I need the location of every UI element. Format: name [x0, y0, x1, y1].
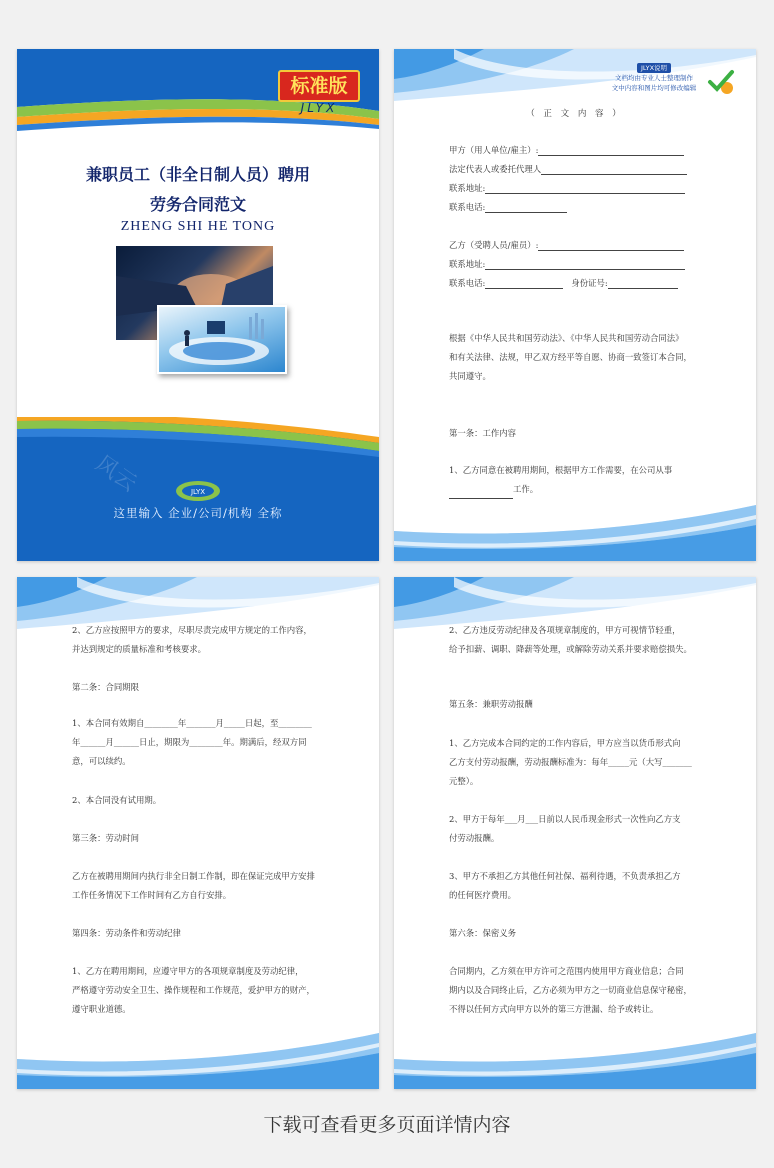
address-b-field	[449, 258, 685, 270]
article-4-text	[72, 962, 332, 1019]
blank-line	[485, 203, 567, 213]
legal-rep-label: 法定代表人或委托代理人	[449, 164, 542, 174]
jlyx-logo-icon	[174, 477, 222, 505]
article-6-text	[449, 962, 709, 1019]
text-line: 期内以及合同终止后，乙方必须为甲方之一切商业信息保守秘密，	[449, 985, 692, 995]
phone-b-field	[449, 277, 678, 289]
article-5-heading: 第五条：兼职劳动报酬	[449, 699, 533, 709]
text-line: 意，可以续约。	[72, 756, 131, 766]
text-line: 2、甲方于每年___月___日前以人民币现金形式一次性向乙方支	[449, 814, 681, 824]
article-1-line1: 1、乙方同意在被聘用期间，根据甲方工作需要，在公司从事	[449, 465, 673, 475]
phone-a-label: 联系电话:	[449, 202, 486, 212]
article-4-continued	[449, 621, 709, 659]
id-number-label: 身份证号:	[571, 278, 608, 288]
text-line: 3、甲方不承担乙方其他任何社保、福利待遇，不负责承担乙方	[449, 871, 681, 881]
article-5-text-1	[449, 734, 709, 791]
body-heading: （ 正 文 内 容 ）	[526, 109, 624, 119]
text-line: 的任何医疗费用。	[449, 890, 516, 900]
text-line: 元整）。	[449, 776, 479, 786]
legal-rep-field	[449, 163, 687, 175]
text-line: 2、乙方应按照甲方的要求，尽职尽责完成甲方规定的工作内容，	[72, 625, 312, 635]
text-line: 遵守职业道德。	[72, 1004, 131, 1014]
logo-text: JLYX	[190, 488, 206, 496]
download-more-link[interactable]: 下载可查看更多页面详情内容	[263, 1114, 511, 1136]
article-5-text-2	[449, 810, 709, 848]
blank-line	[485, 260, 685, 270]
badge-subtitle: JLYX	[300, 101, 338, 115]
content-page-1	[394, 49, 756, 561]
cover-title-line1: 兼职员工（非全日制人员）聘用	[85, 165, 310, 184]
phone-b-label: 联系电话:	[449, 278, 486, 288]
intro-paragraph	[449, 329, 709, 386]
blank-line	[485, 279, 563, 289]
party-a-field	[449, 144, 684, 156]
blank-line	[608, 279, 678, 289]
blank-line	[541, 165, 687, 175]
blank-line	[538, 146, 684, 156]
cover-watermark: 风云	[90, 451, 142, 498]
intro-line3: 共同遵守。	[449, 371, 491, 381]
text-line: 严格遵守劳动安全卫生、操作规程和工作规范，爱护甲方的财产，	[72, 985, 315, 995]
cover-latin-title: ZHENG SHI HE TONG	[120, 219, 276, 234]
globe-business-photo	[157, 305, 287, 374]
party-b-field	[449, 239, 684, 251]
note-line1: 文档均由专业人士整理制作	[615, 74, 693, 82]
article-1-line2-text: 工作。	[513, 484, 539, 494]
text-line: 工作任务情况下工作时间有乙方自行安排。	[72, 890, 232, 900]
page-bottom-decoration	[17, 1019, 379, 1089]
text-line: 合同期内，乙方须在甲方许可之范围内使用甲方商业信息；合同	[449, 966, 684, 976]
organization-placeholder: 这里输入 企业/公司/机构 全称	[113, 506, 283, 520]
document-note	[594, 63, 714, 93]
text-line: 付劳动报酬。	[449, 833, 500, 843]
cover-title-line2: 劳务合同范文	[149, 195, 246, 214]
text-line: 年______月______日止，期限为________年。期满后，经双方同	[72, 737, 307, 747]
note-line2: 文中内容和图片均可修改编辑	[611, 84, 697, 92]
text-line: 乙方支付劳动报酬，劳动报酬标准为：每年_____元（大写_______	[449, 757, 692, 767]
cover-page	[17, 49, 379, 561]
checkmark-icon	[707, 68, 735, 96]
text-line: 1、乙方在聘用期间，应遵守甲方的各项规章制度及劳动纪律，	[72, 966, 304, 976]
edition-badge: 标准版	[278, 70, 360, 102]
address-a-field	[449, 182, 685, 194]
article-5-text-3	[449, 867, 709, 905]
party-a-label: 甲方（用人单位/雇主）:	[449, 145, 539, 155]
article-1-heading: 第一条：工作内容	[449, 428, 516, 438]
address-a-label: 联系地址:	[449, 183, 486, 193]
page-bottom-decoration	[394, 1019, 756, 1089]
phone-a-field	[449, 201, 567, 213]
party-b-label: 乙方（受聘人员/雇员）:	[449, 240, 539, 250]
text-line: 2、乙方违反劳动纪律及各项规章制度的，甲方可视情节轻重，	[449, 625, 681, 635]
article-3-text	[72, 867, 332, 905]
address-b-label: 联系地址:	[449, 259, 486, 269]
content-page-2	[17, 577, 379, 1089]
article-3-heading: 第三条：劳动时间	[72, 833, 139, 843]
article-2-probation: 2、本合同没有试用期。	[72, 795, 162, 805]
page-bottom-decoration	[394, 491, 756, 561]
content-page-3	[394, 577, 756, 1089]
article-4-heading: 第四条：劳动条件和劳动纪律	[72, 928, 181, 938]
blank-line	[538, 241, 684, 251]
article-2-text	[72, 714, 332, 771]
intro-line1: 根据《中华人民共和国劳动法》、《中华人民共和国劳动合同法》	[449, 333, 684, 343]
article-6-heading: 第六条：保密义务	[449, 928, 516, 938]
text-line: 给予扣薪、调职、降薪等处理，或解除劳动关系并要求赔偿损失。	[449, 644, 692, 654]
text-line: 乙方在被聘用期间内执行非全日制工作制，即在保证完成甲方安排	[72, 871, 315, 881]
text-line: 并达到规定的质量标准和考核要求。	[72, 644, 206, 654]
article-2-heading: 第二条：合同期限	[72, 682, 139, 692]
text-line: 1、乙方完成本合同约定的工作内容后，甲方应当以货币形式向	[449, 738, 681, 748]
blank-line	[485, 184, 685, 194]
intro-line2: 和有关法律、法规，甲乙双方经平等自愿、协商一致签订本合同，	[449, 352, 692, 362]
article-1-continued	[72, 621, 332, 659]
text-line: 不得以任何方式向甲方以外的第三方泄漏、给予或转让。	[449, 1004, 659, 1014]
note-title: JLYX说明	[637, 63, 671, 73]
text-line: 1、本合同有效期自________年_______月_____日起，至________	[72, 718, 312, 728]
